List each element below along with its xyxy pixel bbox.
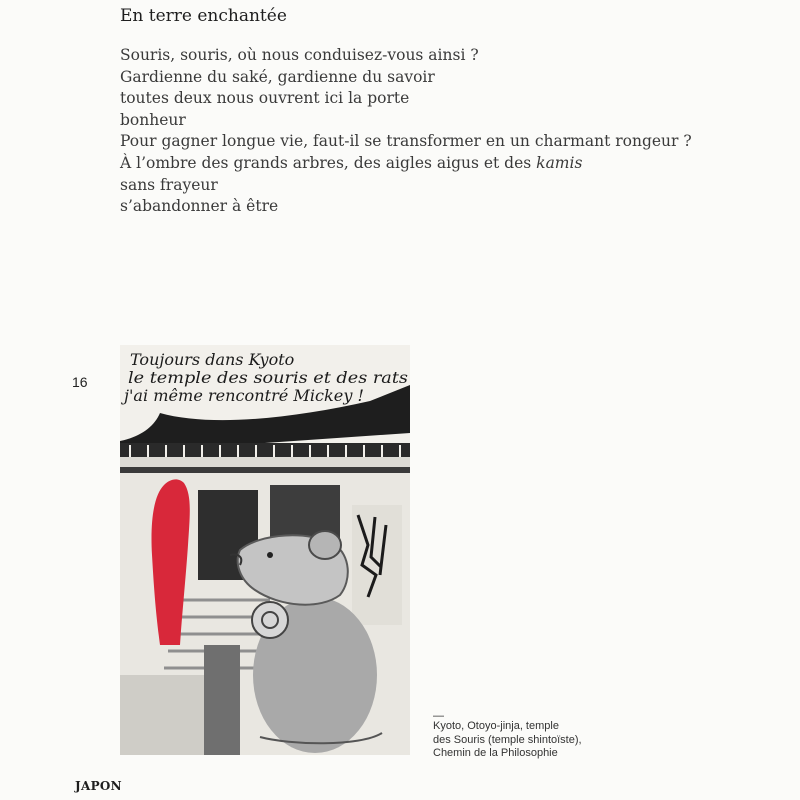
- poem-line: bonheur: [120, 110, 186, 129]
- poem-title: En terre enchantée: [120, 6, 287, 26]
- illustration: [120, 345, 410, 755]
- caption-line: Kyoto, Otoyo-jinja, temple: [433, 720, 559, 732]
- handwriting-line: j'ai même rencontré Mickey !: [120, 386, 364, 405]
- poem-line: Gardienne du saké, gardienne du savoir: [120, 67, 435, 86]
- poem-line: s’abandonner à être: [120, 197, 279, 216]
- page-number: 16: [72, 374, 88, 390]
- caption-line: des Souris (temple shintoïste),: [433, 733, 582, 746]
- poem-line: Souris, souris, où nous conduisez-vous ainsi ?: [120, 46, 479, 64]
- running-head: JAPON: [75, 779, 122, 793]
- handwriting-line: le temple des souris et des rats: [128, 368, 408, 387]
- image-caption: [433, 720, 633, 761]
- poem-line-text: À l’ombre des grands arbres, des aigles aigus et des: [120, 153, 537, 172]
- poem-italic-word: kamis: [536, 153, 583, 172]
- poem-line: sans frayeur: [120, 175, 218, 194]
- handwriting-line: Toujours dans Kyoto: [130, 350, 295, 369]
- caption-dash: —: [433, 710, 444, 722]
- poem-body: [120, 45, 760, 218]
- caption-line: Chemin de la Philosophie: [433, 747, 558, 759]
- poem-line: toutes deux nous ouvrent ici la porte: [120, 89, 410, 108]
- poem-line: [120, 153, 760, 175]
- poem-line: Pour gagner longue vie, faut-il se transformer en un charmant rongeur ?: [120, 132, 692, 151]
